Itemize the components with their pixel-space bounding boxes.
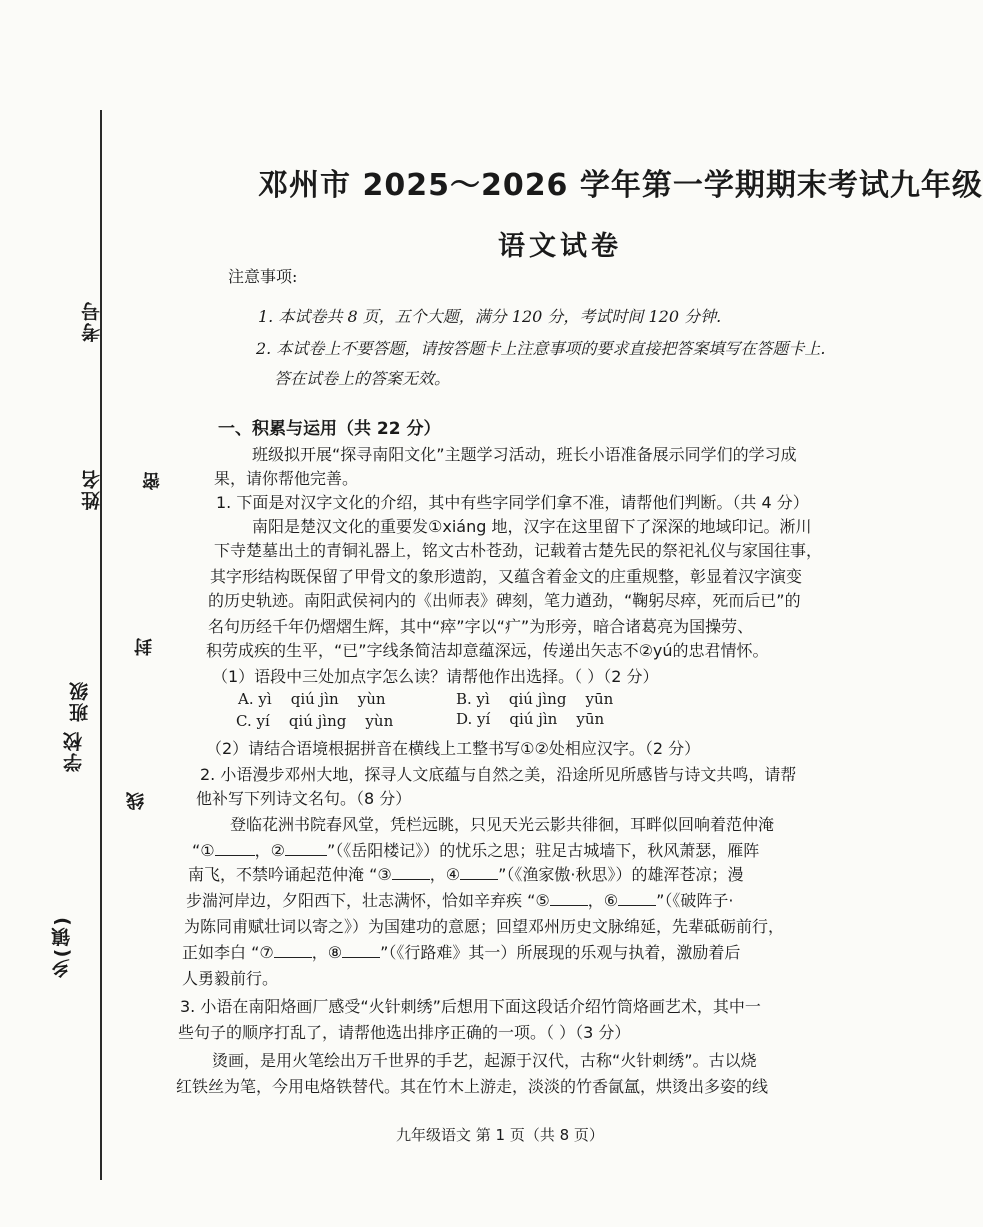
passage-2-line: 为陈同甫赋壮词以寄之》）为国建功的意愿；回望邓州历史文脉绵延，先辈砥砺前行，: [184, 917, 785, 936]
answer-blank: [460, 879, 498, 880]
passage-1-line: 的历史轨迹。南阳武侯祠内的《出师表》碑刻，笔力遒劲，“鞠躬尽瘁，死而后已”的: [208, 591, 801, 610]
question-1-2: （2）请结合语境根据拼音在横线上工整书写①②处相应汉字。（2 分）: [206, 739, 701, 758]
passage-3-line: 红铁丝为笔，今用电烙铁替代。其在竹木上游走，淡淡的竹香氤氲，烘烫出多姿的线: [176, 1077, 769, 1096]
passage-1-line: 积劳成疾的生平，“已”字线条简洁却意蕴深远，传递出矢志不②yú的忠君情怀。: [206, 641, 769, 660]
answer-blank: [285, 855, 327, 856]
passage-2-line: 正如李白 “⑦ ，⑧ ”（《行路难》其一）所展现的乐观与执着，激励着后: [182, 943, 741, 962]
town-label: 乡(镇): [51, 915, 73, 979]
seal-mi: 密: [142, 472, 163, 490]
page-footer: 九年级语文 第 1 页（共 8 页）: [396, 1126, 604, 1144]
question-2-cont: 他补写下列诗文名句。（8 分）: [196, 789, 412, 808]
answer-blank: [215, 855, 255, 856]
answer-blank: [550, 905, 588, 906]
passage-2-line: 步湍河岸边，夕阳西下，壮志满怀，恰如辛弃疾 “⑤ ，⑥ ”（《破阵子·: [186, 891, 734, 910]
class-label: 班级: [69, 680, 91, 722]
answer-blank: [342, 957, 380, 958]
blank-label: ，②: [254, 841, 285, 860]
question-1-1: （1）语段中三处加点字怎么读？请帮他作出选择。（ ）（2 分）: [212, 667, 659, 686]
passage-2-line: 人勇毅前行。: [182, 969, 279, 988]
question-1: 1. 下面是对汉字文化的介绍，其中有些字同学们拿不准，请帮他们判断。（共 4 分）: [216, 493, 809, 512]
option-c: C. yí qiú jìng yùn: [236, 712, 394, 730]
passage-1-line: 南阳是楚汉文化的重要发①xiáng 地，汉字在这里留下了深深的地域印记。淅川: [252, 517, 812, 536]
question-3: 3. 小语在南阳烙画厂感受“火针刺绣”后想用下面这段话介绍竹筒烙画艺术，其中一: [180, 997, 761, 1016]
answer-blank: [392, 879, 430, 880]
notice-item-1: 1. 本试卷共 8 页，五个大题，满分 120 分，考试时间 120 分钟.: [258, 307, 722, 326]
passage-2-line: “① ，② ”（《岳阳楼记》）的忧乐之思；驻足古城墙下，秋风萧瑟，雁阵: [192, 841, 760, 860]
blank-label: ，④: [429, 865, 461, 884]
blank-label: ，⑧: [311, 943, 343, 962]
passage-1-line: 其字形结构既保留了甲骨文的象形遗韵，又蕴含着金文的庄重规整，彰显着汉字演变: [210, 567, 803, 586]
question-3-cont: 些句子的顺序打乱了，请帮他选出排序正确的一项。（ ）（3 分）: [178, 1023, 631, 1042]
exam-subtitle: 语文试卷: [498, 231, 622, 262]
seal-xian: 线: [126, 792, 147, 810]
name-label: 姓名: [81, 468, 103, 510]
notice-item-2: 2. 本试卷上不要答题，请按答题卡上注意事项的要求直接把答案填写在答题卡上.: [256, 339, 826, 358]
answer-blank: [274, 957, 312, 958]
option-a: A. yì qiú jìn yùn: [238, 690, 386, 708]
binding-line: [100, 110, 102, 1180]
exam-number-label: 考号: [81, 300, 103, 342]
option-b: B. yì qiú jìng yūn: [456, 690, 614, 708]
blank-label: “①: [192, 841, 215, 860]
passage-3-line: 烫画，是用火笔绘出万千世界的手艺，起源于汉代，古称“火针刺绣”。古以烧: [212, 1051, 757, 1070]
passage-1-line: 下寺楚墓出土的青铜礼器上，铭文古朴苍劲，记载着古楚先民的祭祀礼仪与家国往事，: [214, 541, 823, 560]
section-intro-cont: 果，请你帮他完善。: [214, 469, 359, 488]
seal-feng: 封: [134, 638, 155, 656]
question-2: 2. 小语漫步邓州大地，探寻人文底蕴与自然之美，沿途所见所感皆与诗文共鸣，请帮: [200, 765, 797, 784]
exam-title: 邓州市 2025～2026 学年第一学期期末考试九年级: [258, 168, 983, 203]
notice-item-2-cont: 答在试卷上的答案无效。: [274, 369, 451, 388]
notice-heading: 注意事项:: [228, 267, 298, 286]
school-label: 学校: [63, 730, 85, 772]
section-intro: 班级拟开展“探寻南阳文化”主题学习活动，班长小语准备展示同学们的学习成: [252, 445, 797, 464]
blank-label: ，⑥: [587, 891, 619, 910]
answer-blank: [618, 905, 656, 906]
passage-1-line: 名句历经千年仍熠熠生辉，其中“瘁”字以“疒”为形旁，暗合诸葛亮为国操劳、: [208, 617, 754, 636]
option-d: D. yí qiú jìn yūn: [456, 710, 605, 728]
passage-2-line: 登临花洲书院春风堂，凭栏远眺，只见天光云影共徘徊，耳畔似回响着范仲淹: [230, 815, 775, 834]
passage-2-line: 南飞，不禁吟诵起范仲淹 “③ ，④ ”（《渔家傲·秋思》）的雄浑苍凉；漫: [188, 865, 744, 884]
section-heading: 一、积累与运用（共 22 分）: [218, 419, 441, 439]
